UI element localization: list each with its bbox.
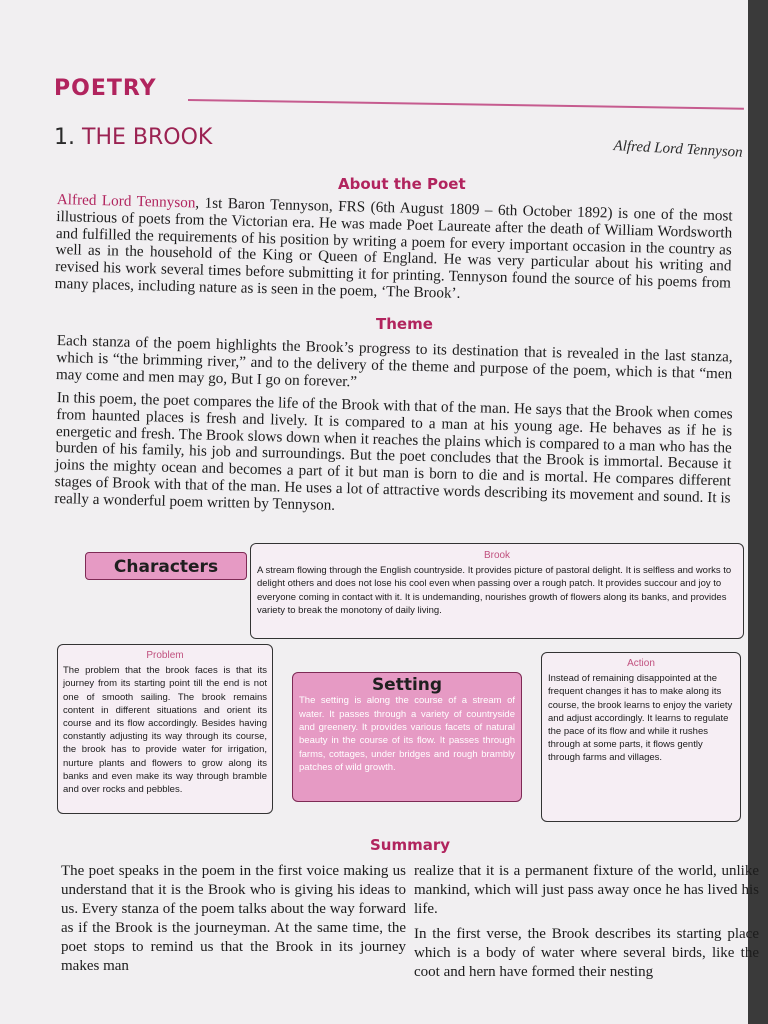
poem-title (54, 125, 212, 150)
brook-text: A stream flowing through the English countryside. It provides picture of pastoral delight. It is selfless and works to delight others and does not lose his cool even when passing over a rough patch. It provides succour and joy to everyone coming in contact with it. It is undemanding, nourishes growth of flowers along its banks, and provides variety to break the monotony of daily living. (257, 565, 732, 616)
section-rule (188, 99, 744, 110)
action-text: Instead of remaining disappointed at the frequent changes it has to make along its course, the brook learns to enjoy the variety and adjust accordingly. It learns to regulate the pace of its flow and while it rushes through at some parts, it flows gently through farms and villages. (548, 673, 733, 764)
problem-box (57, 644, 273, 814)
about-text: , 1st Baron Tennyson, FRS (6th August 1809 – 6th October 1892) is one of the most illustrious of poets from the Victorian era. He was made Poet Laureate after the death of William Wordsworth and fulfilled the requirements of his position by writing a poem for every important occasion in the country as well as in the household of the King or Queen of England. He was very particular about his writing and revised his work several times before submitting it for printing. Tennyson found the source of his poems from many places, including nature as is seen in the poem, ‘The Brook’. (54, 194, 733, 302)
section-label: POETRY (54, 76, 157, 101)
theme-paragraph-2: In this poem, the poet compares the life of the Brook with that of the man. He says that the Brook when comes from haunted places is fresh and lively. It is compared to a man at his young age. He behaves as if he is energetic and fresh. The Brook slows down when it reaches the plains which is compared to a man who has the burden of his family, his job and surroundings. But the poet concludes that the Brook is immortal. Because it joins the mighty ocean and becomes a part of it but man is born to die and is mortal. He compares different stages of Brook with that of the man. He uses a lot of attractive words describing its movement and sound. It is really a wonderful poem written by Tennyson. (54, 389, 733, 514)
action-box (541, 652, 741, 822)
poet-name: Alfred Lord Tennyson (56, 191, 196, 212)
about-paragraph (55, 192, 733, 309)
section-header (54, 76, 744, 116)
brook-title: Brook (483, 550, 511, 561)
theme-heading: Theme (376, 315, 433, 333)
summary-heading: Summary (370, 836, 451, 854)
about-heading: About the Poet (338, 175, 466, 193)
summary-right-column (414, 862, 759, 988)
summary-right-text-1: realize that it is a permanent fixture of the world, unlike mankind, which will just pass away once he has lived his life. (414, 863, 759, 917)
theme-paragraph-1: Each stanza of the poem highlights the Brook’s progress to its destination that is revealed in the last stanza, which is “the brimming river,” and to the delivery of the theme and purpose of the poem, which is that “men may come and men may go, But I go on forever.” (55, 332, 733, 390)
summary-left-text: The poet speaks in the poem in the first voice making us understand that it is the Brook who is giving his ideas to us. Every stanza of the poem talks about the way forward as if the Brook is the journeyman. At the same time, the poet stops to remind us that the Brook in its journey makes man (61, 863, 406, 974)
poem-number: 1. (54, 125, 75, 150)
setting-text: The setting is along the course of a stream of water. It passes through a variety of countryside and greenery. It provides various facets of natural beauty in the course of its flow. It passes through farms, cottages, under bridges and rough brambly patches of wild growth. (299, 695, 515, 774)
setting-box (292, 672, 522, 802)
problem-title: Problem (146, 650, 184, 661)
poem-author: Alfred Lord Tennyson (613, 138, 744, 161)
poem-name: THE BROOK (82, 125, 213, 150)
problem-text: The problem that the brook faces is that its journey from its starting point till the end is not one of smooth sailing. The brook remains content in different situations and orient its course and its flow accordingly. Besides having constantly adjusting its way through its course, the brook has to provide water for irrigation, nurture plants and flowers to grow along its banks and even make its way through bramble and over rocks and pebbles. (63, 665, 267, 796)
action-title: Action (627, 658, 655, 669)
setting-title: Setting (371, 675, 443, 695)
summary-right-text-2: In the first verse, the Brook describes its starting place which is a body of water where several birds, like the coot and hern have formed their nesting (414, 926, 759, 980)
characters-label: Characters (85, 552, 247, 580)
summary-left-column (61, 862, 406, 982)
brook-box (250, 543, 744, 639)
